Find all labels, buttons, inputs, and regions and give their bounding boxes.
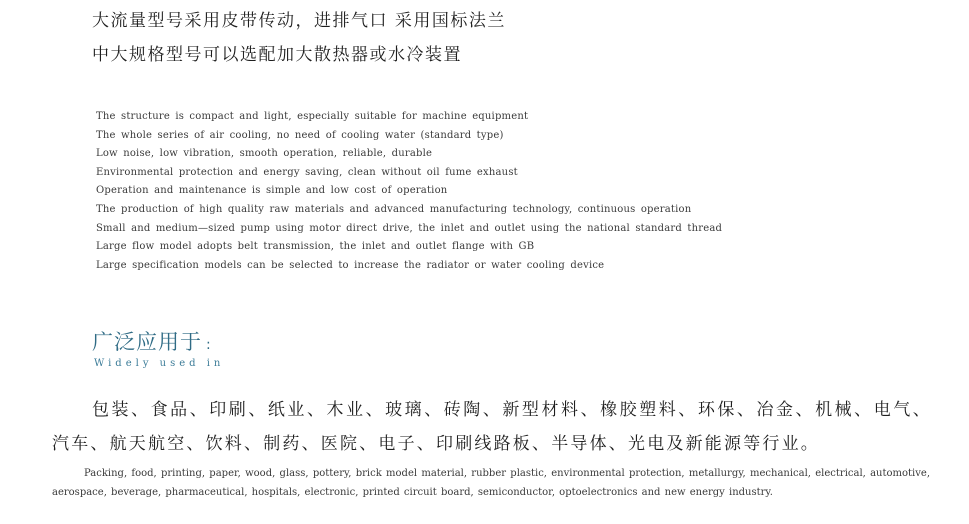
features-en-list — [96, 108, 722, 275]
applications-text-cn: 包装、食品、印刷、纸业、木业、玻璃、砖陶、新型材料、橡胶塑料、环保、冶金、机械、电气、汽车、航天航空、饮料、制药、医院、电子、印刷线路板、半导体、光电及新能源等行业。 — [52, 400, 932, 454]
applications-text-en: Packing, food, printing, paper, wood, glass, pottery, brick model material, rubber plastic, environmental protection, metallurgy, mechanical, electrical, automotive, aerospace, beverage, pharmaceutical, hospitals, electronic, printed circuit board, semiconductor, optoelectronics and new energy industry. — [52, 468, 930, 498]
intro-cn-line-1: 大流量型号采用皮带传动，进排气口 采用国标法兰 — [92, 11, 506, 31]
applications-title — [92, 326, 212, 356]
applications-subtitle: Widely used in — [94, 358, 225, 369]
applications-title-text: 广泛应用于 — [92, 330, 202, 354]
intro-cn-line-2: 中大规格型号可以选配加大散热器或水冷装置 — [92, 45, 462, 65]
feature-item: The production of high quality raw materials and advanced manufacturing technology, continuous operation — [96, 203, 692, 215]
feature-item: Small and medium—sized pump using motor direct drive, the inlet and outlet using the national standard thread — [96, 222, 723, 234]
feature-item: Operation and maintenance is simple and low cost of operation — [96, 185, 448, 197]
feature-item: Large specification models can be selected to increase the radiator or water cooling device — [96, 259, 605, 271]
feature-item: The structure is compact and light, especially suitable for machine equipment — [96, 111, 529, 122]
feature-item: Low noise, low vibration, smooth operation, reliable, durable — [96, 148, 433, 160]
feature-item: The whole series of air cooling, no need of cooling water (standard type) — [96, 129, 504, 141]
feature-item: Large flow model adopts belt transmission, the inlet and outlet flange with GB — [96, 241, 535, 253]
applications-title-colon: : — [206, 337, 212, 353]
feature-item: Environmental protection and energy saving, clean without oil fume exhaust — [96, 166, 518, 178]
